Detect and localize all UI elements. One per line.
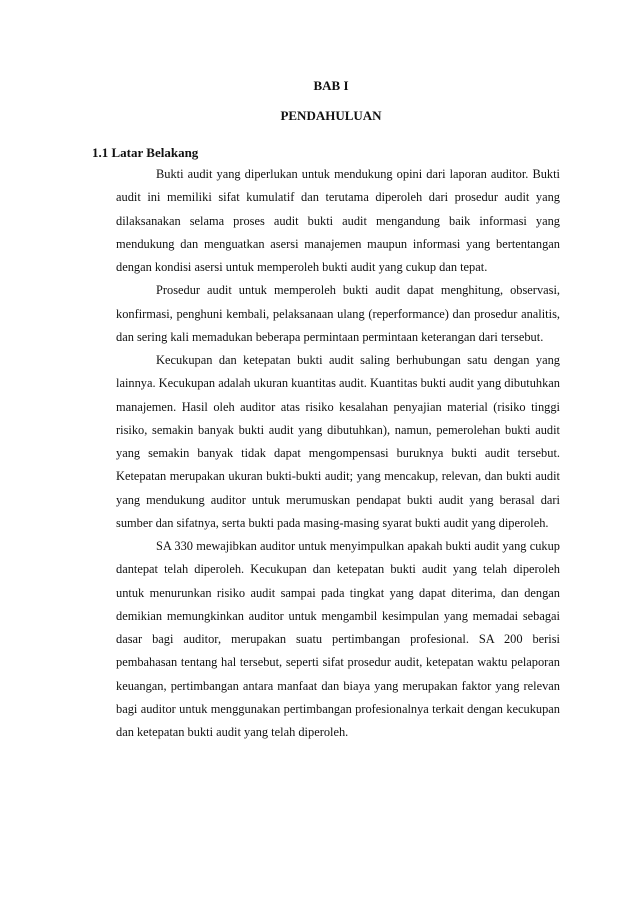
chapter-number: BAB I: [313, 78, 349, 93]
paragraph: Bukti audit yang diperlukan untuk mendukung opini dari laporan auditor. Bukti audit ini memiliki sifat kumulatif dan terutama diperoleh dari prosedur audit yang dilaksanakan selama proses audit bukti audit mengandung baik informasi yang mendukung dan menguatkan asersi manajemen maupun informasi yang bertentangan dengan kondisi asersi untuk memperoleh bukti audit yang cukup dan tepat.: [116, 167, 560, 274]
paragraph: Prosedur audit untuk memperoleh bukti audit dapat menghitung, observasi, konfirmasi, penghuni kembali, pelaksanaan ulang (reperformance) dan prosedur analitis, dan sering kali memadukan beberapa permintaan permintaan keterangan dari tersebut.: [116, 283, 560, 344]
section-heading: 1.1 Latar Belakang: [92, 145, 199, 160]
body-text: [116, 163, 560, 744]
paragraph: Kecukupan dan ketepatan bukti audit saling berhubungan satu dengan yang lainnya. Kecukupan adalah ukuran kuantitas audit. Kuantitas bukti audit yang dibutuhkan manajemen. Hasil oleh auditor atas risiko kesalahan penyajian material (risiko tinggi risiko, semakin banyak bukti audit yang dibutuhkan), namun, pemerolehan bukti audit yang semakin banyak tidak dapat mengompensasi buruknya bukti audit tersebut. Ketepatan merupakan ukuran bukti-bukti audit; yang mencakup, relevan, dan bukti audit yang mendukung auditor untuk merumuskan pendapat bukti audit yang berasal dari sumber dan sifatnya, serta bukti pada masing-masing syarat bukti audit yang diperoleh.: [116, 353, 560, 530]
paragraph: SA 330 mewajibkan auditor untuk menyimpulkan apakah bukti audit yang cukup dantepat telah diperoleh. Kecukupan dan ketepatan bukti audit yang telah diperoleh untuk menurunkan risiko audit sampai pada tingkat yang dapat diterima, dan dengan demikian memungkinkan auditor untuk mengambil kesimpulan yang memadai sebagai dasar bagi auditor, merupakan suatu pertimbangan profesional. SA 200 berisi pembahasan tentang hal tersebut, seperti sifat prosedur audit, ketepatan waktu pelaporan keuangan, pertimbangan antara manfaat dan biaya yang merupakan faktor yang relevan bagi auditor untuk menggunakan pertimbangan profesionalnya terkait dengan kecukupan dan ketepatan bukti audit yang telah diperoleh.: [116, 539, 560, 739]
chapter-title: PENDAHULUAN: [280, 108, 382, 123]
